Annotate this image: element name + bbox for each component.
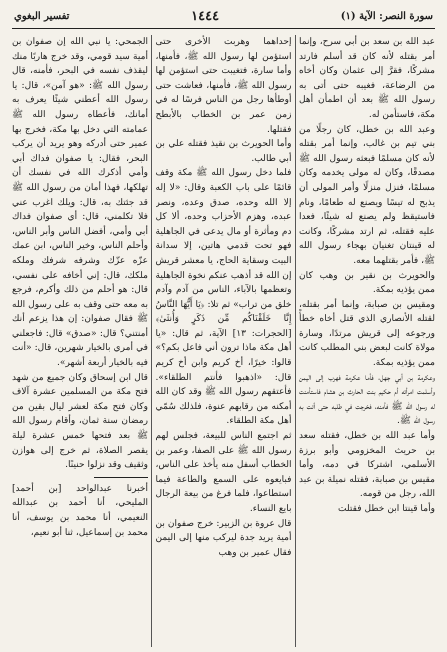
paragraph: الجمحي: يا نبي الله إن صفوان بن أمية سيد قومي، وقد خرج هاربًا منك ليقذف نفسه في البحر، فأمنه، قال رسول الله ﷺ: «هو آمن»، قال: يا رسول الله أعطني شيئًا يعرف به أمانك، فأعطاه رسول الله ﷺ عمامته التي دخل بها مكة، فخرج بها عمير حتى أدركه وهو يريد أن يركب البحر، فقال: يا صفوان فداك أبي وأمي أذكرك الله في نفسك أن تهلكها، فهذا أمان من رسول الله ﷺ قد جئتك به، قال: ويلك اغرب عني فلا تكلمني، قال: أي صفوان فداك أبي وأمي، أفضل الناس وأبر الناس، وأحلم الناس، وخير الناس، ابن عمك عزّه عزّك وشرفه شرفك وملكه ملكك، قال: إني أخافه على نفسي، قال: هو أحلم من ذلك وأكرم، فرجع به معه حتى وقف به على رسول الله ﷺ فقال صفوان: إن هذا يزعم أنك أمنتني؟ قال: «صدق» قال: فاجعلني في أمري بالخيار شهرين، قال: «أنت فيه بالخيار أربعة أشهر». — [12, 37, 148, 369]
footnote-rule — [94, 477, 148, 478]
text-columns — [12, 35, 435, 647]
paragraph: إحداهما وهربت الأخرى حتى استؤمن لها رسول الله ﷺ، فأمنها، وأما سارة، فتغيبت حتى استؤمن لها رسول الله ﷺ، فأمنها، فعاشت حتى أوطأها رجل من الناس فرسًا له في زمن عمر بن الخطاب بالأبطح فقتلها. — [155, 37, 292, 135]
header-surah: سورة النصر: الآية (١) — [340, 10, 433, 22]
column-left — [12, 35, 148, 647]
header-book-title: تفسير البغوي — [14, 10, 70, 22]
page-number: ١٤٤٤ — [191, 8, 220, 24]
column-middle — [156, 35, 292, 647]
paragraph: قال عروة بن الزبير: خرج صفوان بن أمية يريد جدة ليركب منها إلى اليمن فقال عمير بن وهب — [155, 518, 292, 558]
paragraph: ثم اجتمع الناس للبيعة، فجلس لهم رسول الله ﷺ على الصفا، وعمر بن الخطاب أسفل منه يأخذ على الناس، فبايعوه على السمع والطاعة فيما استطاعوا، فلما فرغ من بيعة الرجال بايع النساء. — [155, 431, 292, 514]
column-right — [299, 35, 435, 647]
paragraph: وأما عبد الله بن خطل، فقتله سعد بن حريث المخزومي وأبو برزة الأسلمي، اشتركا في دمه، وأما مقيس بن صبابة، فقتله نميلة بن عبد الله، رجل من قومه. — [299, 431, 435, 500]
paragraph: وعكرمة بن أبي جهل، فأما عكرمة فهرب إلى اليمن وأسلمت امرأته أم حكيم بنت الحارث بن هشام فاستأمنت له رسول الله ﷺ فأمنه، فخرجت في طلبه حتى أتت به رسول الله ﷺ. — [299, 372, 435, 427]
paragraph: والحويرث بن نقير بن وهب كان ممن يؤذيه بمكة. — [299, 270, 435, 296]
paragraph: فلما دخل رسول الله ﷺ مكة وقف قائمًا على باب الكعبة وقال: «لا إله إلا الله وحده، صدق وعده، ونصر عبده، وهزم الأحزاب وحده، ألا كل دم ومأثرة أو مال يدعى في الجاهلية فهو تحت قدمي هاتين، إلا سدانة البيت وسقاية الحاج، يا معشر قريش إن الله قد أذهب عنكم نخوة الجاهلية وتعظمها بالآباء، الناس من آدم وآدم خلق من تراب» ثم تلا: ﴿يَا أَيُّهَا النَّاسُ إِنَّا خَلَقْنَاكُم مِّن ذَكَرٍ وَأُنثَىٰ﴾ [الحجرات: ١٣] الآية، ثم قال: «يا أهل مكة ماذا ترون أني فاعل بكم؟» قالوا: خيرًا، أخ كريم وابن أخ كريم قال: «اذهبوا فأنتم الطلقاء». فأعتقهم رسول الله ﷺ وقد كان الله أمكنه من رقابهم عنوة، فلذلك سُمّي أهل مكة الطلقاء. — [155, 168, 292, 427]
paragraph: ومقيس بن صبابة، وإنما أمر بقتله، لقتله الأنصاري الذي قتل أخاه خطأً ورجوعه إلى قريش مرتدًا، وسارة مولاة كانت لبعض بني المطلب كانت ممن يؤذيه بمكة. — [299, 299, 435, 369]
paragraph: وعبد الله بن خطل، كان رجلًا من بني تيم بن غالب، وإنما أمر بقتله لأنه كان مسلمًا فبعثه رسول الله ﷺ مصدقًا، وكان له مولى يخدمه وكان مسلمًا، فنزل منزلًا وأمر المولى أن يذبح له تيسًا ويصنع له طعامًا، ونام فاستيقظ ولم يصنع له شيئًا، فعدا عليه فقتله، ثم ارتد مشركًا، وكانت له قينتان تغنيان بهجاء رسول الله ﷺ، فأمر بقتلهما معه. — [299, 124, 435, 266]
running-header — [12, 6, 435, 29]
paragraph: وأما الحويرث بن نقيذ فقتله علي بن أبي طالب. — [155, 139, 292, 164]
paragraph: قال ابن إسحاق وكان جميع من شهد فتح مكة من المسلمين عشرة آلاف وكان فتح مكة لعشر ليال بقين من رمضان سنة ثمان، وأقام رسول الله ﷺ بعد فتحها خمس عشرة ليلة يقصر الصلاة، ثم خرج إلى هوازن وثقيف وقد نزلوا حنينًا. — [12, 372, 148, 471]
paragraph: عبد الله بن سعد بن أبي سرح، وإنما أمر بقتله لأنه كان قد أسلم فارتد مشركًا، فقرَّ إلى عثمان وكان أخاه من الرضاعة، فغيبه حتى أتى به رسول الله ﷺ بعد أن اطمأن أهل مكة، فاستأمن له. — [299, 37, 435, 120]
footnote: أخبرنا عبدالواحد [بن أحمد] المليحي، أنا أحمد بن عبدالله النعيمي، أنا محمد بن يوسف، أنا محمد بن إسماعيل، ثنا أبو نعيم، — [12, 483, 148, 538]
column-divider — [151, 35, 152, 647]
column-divider — [295, 35, 296, 647]
paragraph: وأما قينتا ابن خطل فقتلت — [337, 504, 435, 514]
